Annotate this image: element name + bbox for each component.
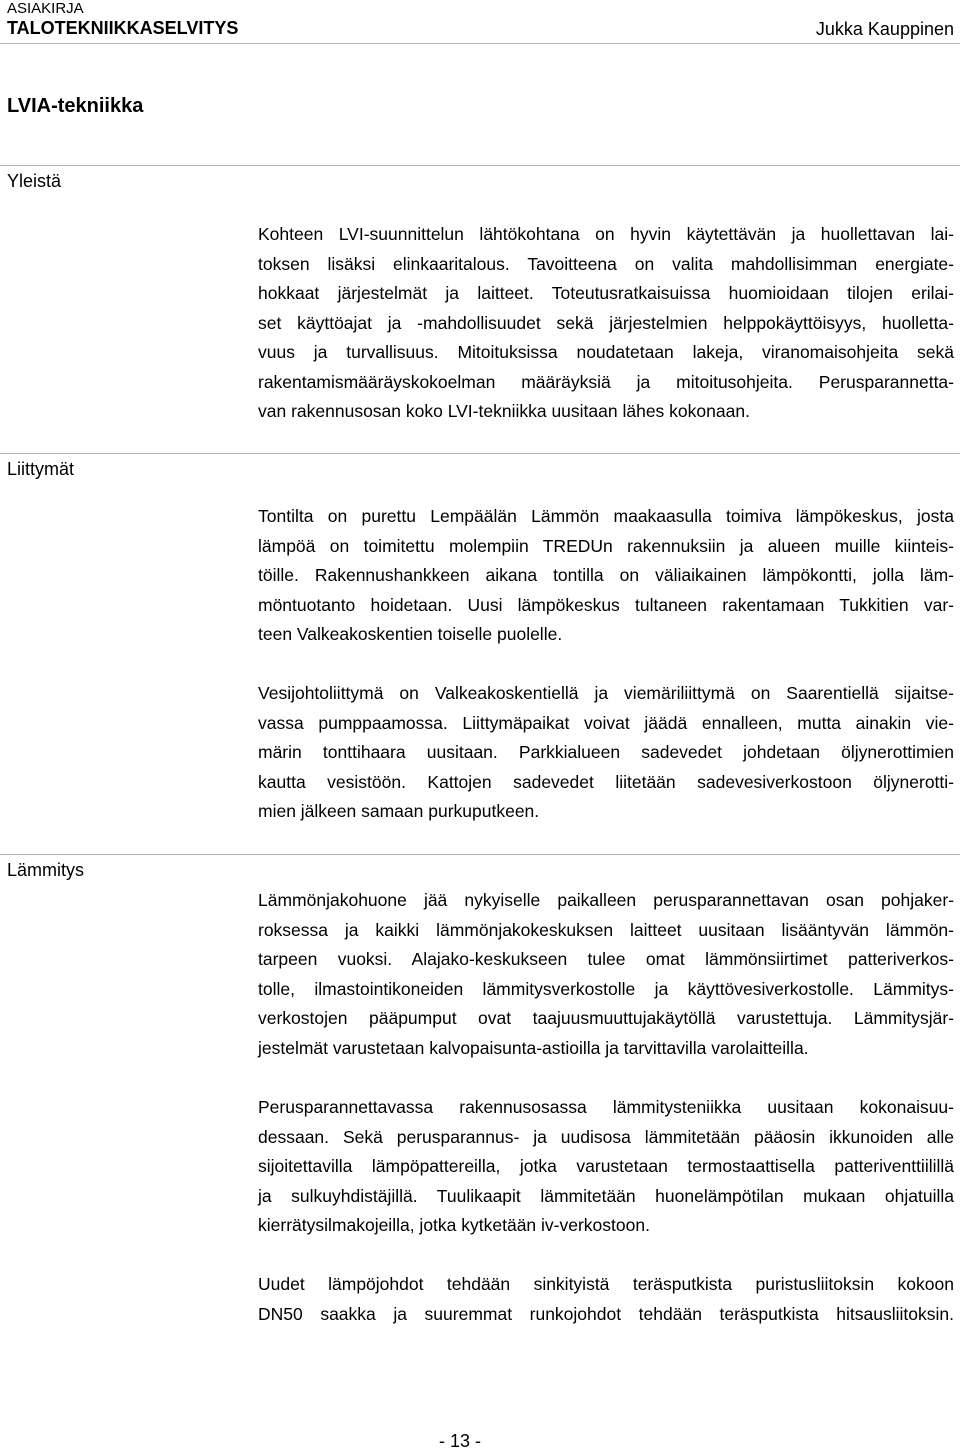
page-number: - 13 - — [438, 1431, 481, 1451]
text-line: möntuotanto hoidetaan. Uusi lämpökeskus tultaneen rakentamaan Tukkitien var- — [258, 594, 954, 615]
text-line: vassa pumppaamossa. Liittymäpaikat voivat jäädä ennalleen, mutta ainakin vie- — [258, 712, 954, 733]
section-heading-yleista: Yleistä — [7, 171, 62, 191]
document-title: TALOTEKNIIKKASELVITYS — [7, 18, 239, 38]
section-heading-liittymat: Liittymät — [7, 459, 75, 479]
text-line: roksessa ja kaikki lämmönjakokeskuksen laitteet uusitaan lisääntyvän lämmön- — [258, 919, 954, 940]
section-divider-yleista — [0, 165, 960, 166]
text-line: ja sulkuyhdistäjillä. Tuulikaapit lämmitetään huonelämpötilan mukaan ohjatuilla — [258, 1185, 954, 1206]
text-line: dessaan. Sekä perusparannus- ja uudisosa lämmitetään pääosin ikkunoiden alle — [258, 1126, 954, 1147]
text-line: märin tonttihaara uusitaan. Parkkialueen sadevedet johdetaan öljynerottimien — [258, 742, 954, 762]
text-line: sijoitettavilla lämpöpattereilla, jotka varustetaan termostaattisella patteriventtiilillä — [258, 1156, 954, 1176]
document-label: ASIAKIRJA — [7, 0, 84, 17]
text-line: mien jälkeen samaan purkuputkeen. — [258, 801, 540, 821]
text-line: set käyttöajat ja -mahdollisuudet sekä järjestelmien helppokäyttöisyys, huolletta- — [258, 312, 954, 333]
text-line: Uudet lämpöjohdot tehdään sinkityistä teräsputkista puristusliitoksin kokoon — [258, 1274, 954, 1294]
text-line: kautta vesistöön. Kattojen sadevedet liitetään sadevesiverkostoon öljynerotti- — [258, 771, 954, 792]
text-line: jestelmät varustetaan kalvopaisunta-astioilla ja tarvittavilla varolaitteilla. — [258, 1037, 809, 1058]
text-line: kierrätysilmakojeilla, jotka kytketään iv-verkostoon. — [258, 1215, 650, 1235]
text-line: töille. Rakennushankkeen aikana tontilla on väliaikainen lämpökontti, jolla läm- — [258, 565, 954, 585]
paragraph-liittymat-1 — [258, 502, 954, 650]
text-line: tarpeen vuoksi. Alajako-keskukseen tulee omat lämmönsiirtimet patteriverkos- — [258, 949, 954, 969]
text-line: rakentamismääräyskokoelman määräyksiä ja mitoitusohjeita. Perusparannetta- — [258, 371, 954, 392]
text-line: teen Valkeakoskentien toiselle puolelle. — [258, 624, 563, 644]
section-heading-lammitys: Lämmitys — [7, 860, 85, 880]
chapter-title: LVIA-tekniikka — [7, 95, 144, 117]
header-divider — [0, 43, 960, 44]
text-line: Vesijohtoliittymä on Valkeakoskentiellä ja viemäriliittymä on Saarentiellä sijaitse- — [258, 683, 954, 703]
paragraph-lammitys-3 — [258, 1270, 954, 1329]
text-line: Tontilta on purettu Lempäälän Lämmön maakaasulla toimiva lämpökeskus, josta — [258, 506, 954, 526]
paragraph-yleista-1 — [258, 220, 954, 427]
text-line: hokkaat järjestelmät ja laitteet. Toteutusratkaisuissa huomioidaan tilojen erilai- — [258, 283, 954, 303]
section-divider-lammitys — [0, 854, 960, 855]
text-line: Kohteen LVI-suunnittelun lähtökohtana on hyvin käytettävän ja huollettavan lai- — [258, 224, 954, 244]
text-line: lämpöä on toimitettu molempiin TREDUn rakennuksiin ja alueen muille kiinteis- — [258, 535, 954, 556]
document-author: Jukka Kauppinen — [815, 19, 954, 39]
text-line: DN50 saakka ja suuremmat runkojohdot tehdään teräsputkista hitsausliitoksin. — [258, 1303, 954, 1324]
text-line: van rakennusosan koko LVI-tekniikka uusitaan lähes kokonaan. — [258, 401, 750, 421]
text-line: Lämmönjakohuone jää nykyiselle paikalleen perusparannettavan osan pohjaker- — [258, 890, 954, 910]
text-line: toksen lisäksi elinkaaritalous. Tavoitteena on valita mahdollisimman energiate- — [258, 253, 954, 274]
text-line: vuus ja turvallisuus. Mitoituksissa noudatetaan lakeja, viranomaisohjeita sekä — [258, 342, 954, 362]
text-line: verkostojen pääpumput ovat taajuusmuuttujakäytöllä varustettuja. Lämmitysjär- — [258, 1008, 954, 1028]
paragraph-lammitys-2 — [258, 1093, 954, 1241]
text-line: tolle, ilmastointikoneiden lämmitysverkostolle ja käyttövesiverkostolle. Lämmitys- — [258, 978, 954, 999]
paragraph-liittymat-2 — [258, 679, 954, 827]
paragraph-lammitys-1 — [258, 886, 954, 1063]
section-divider-liittymat — [0, 453, 960, 454]
text-line: Perusparannettavassa rakennusosassa lämmitysteniikka uusitaan kokonaisuu- — [258, 1097, 954, 1117]
